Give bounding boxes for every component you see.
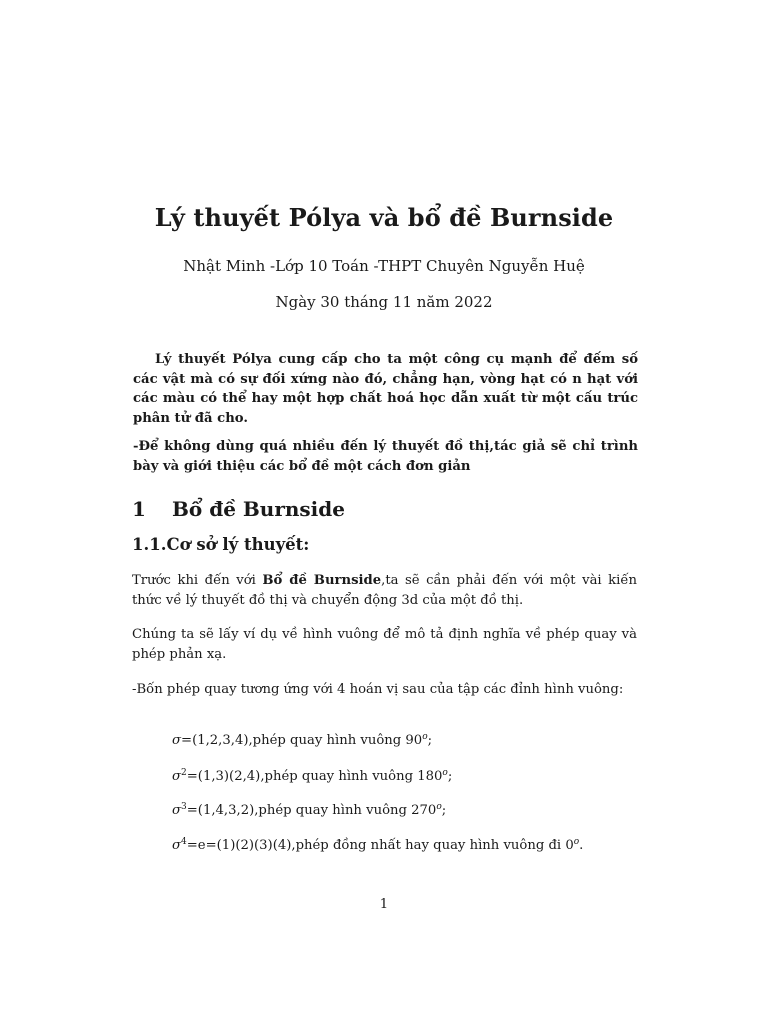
formula-text: =(1,4,3,2),phép quay hình vuông 270	[186, 803, 437, 818]
formula-text: =e=(1)(2)(3)(4),phép đồng nhất hay quay hình vuông đi 0	[186, 838, 574, 853]
formula-rotation-1	[172, 731, 432, 751]
abstract-paragraph-1: Lý thuyết Pólya cung cấp cho ta một công cụ mạnh để đếm số các vật mà có sự đối xứng nào đó, chẳng hạn, vòng hạt có n hạt với các màu có thể hay một hợp chất hoá học dẫn xuất từ một cấu trúc phân tử đã cho.	[133, 352, 638, 426]
formula-end: ;	[427, 733, 433, 748]
sigma-symbol: σ	[172, 769, 182, 784]
formula-rotation-4	[172, 836, 583, 856]
sigma-symbol: σ	[172, 838, 182, 853]
body-paragraph-3: -Bốn phép quay tương ứng với 4 hoán vị sau của tập các đỉnh hình vuông:	[132, 682, 624, 697]
formula-exponent: 4	[181, 837, 187, 847]
section-number: 1	[132, 497, 146, 521]
body-paragraph-2: Chúng ta sẽ lấy ví dụ về hình vuông để mô tả định nghĩa về phép quay và phép phản xạ.	[132, 627, 637, 662]
degree-mark: o	[442, 768, 448, 778]
formula-exponent: 3	[181, 802, 187, 812]
document-date: Ngày 30 tháng 11 năm 2022	[275, 293, 493, 311]
body-paragraph-1-start: Trước khi đến với	[132, 573, 263, 588]
page-number: 1	[379, 897, 389, 912]
formula-rotation-3	[172, 801, 446, 821]
formula-exponent: 2	[181, 768, 187, 778]
document-title: Lý thuyết Pólya và bổ đề Burnside	[154, 203, 614, 232]
body-paragraph-1-rest: ,ta sẽ cần phải đến với một vài kiến thức về lý thuyết đồ thị và chuyển động 3d của một đồ thị.	[132, 573, 637, 608]
sigma-symbol: σ	[172, 733, 182, 748]
abstract-paragraph-2: -Để không dùng quá nhiều đến lý thuyết đồ thị,tác giả sẽ chỉ trình bày và giới thiệu các bổ đề một cách đơn giản	[133, 439, 638, 474]
degree-mark: o	[422, 732, 428, 742]
formula-text: =(1,3)(2,4),phép quay hình vuông 180	[186, 769, 443, 784]
document-author: Nhật Minh -Lớp 10 Toán -THPT Chuyên Nguyễn Huệ	[183, 257, 585, 275]
formula-end: ;	[447, 769, 453, 784]
subsection-heading: 1.1.Cơ sở lý thuyết:	[132, 535, 310, 554]
formula-text: =(1,2,3,4),phép quay hình vuông 90	[181, 733, 423, 748]
section-title: Bổ đề Burnside	[172, 497, 345, 521]
burnside-term: Bổ đề Burnside	[262, 573, 382, 588]
degree-mark: o	[573, 837, 580, 847]
formula-rotation-2	[172, 767, 452, 787]
sigma-symbol: σ	[172, 803, 182, 818]
degree-mark: o	[436, 802, 442, 812]
formula-end: ;	[441, 803, 447, 818]
section-heading	[132, 497, 345, 521]
body-paragraph-1	[132, 571, 637, 611]
formula-end: .	[579, 838, 584, 853]
